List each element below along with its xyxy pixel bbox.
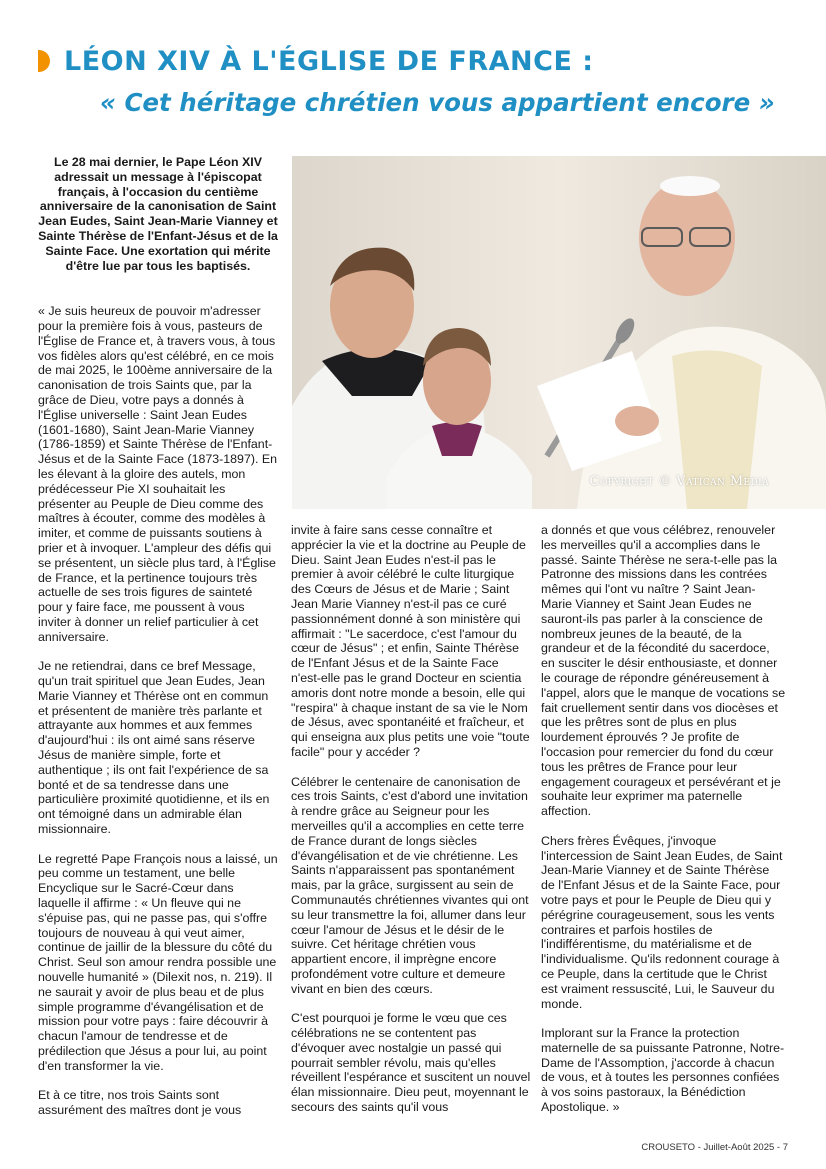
paragraph: Et à ce titre, nos trois Saints sont assurément des maîtres dont je vous	[38, 1088, 242, 1118]
paragraph: C'est pourquoi je forme le vœu que ces célébrations ne se contentent pas d'évoquer avec nostalgie un passé qui pourrait sembler révolu, mais qu'elles réveillent l'espérance et suscitent un nouvel élan missionnaire. Dieu peut, moyennant le secours des saints qu'il vous	[291, 1011, 531, 1115]
paragraph: Le regretté Pape François nous a laissé, un peu comme un testament, une belle Encyclique sur le Sacré-Cœur dans laquelle il affirme : « Un fleuve qui ne s'épuise pas, qui ne passe pas, qui s'offre toujours de nouveau à qui veut aimer, continue de jaillir de la blessure du côté du Christ. Seul son amour rendra possible une nouvelle humanité » (Dilexit nos, n. 219). Il ne saurait y avoir de plus beau et de plus simple programme d'évangélisation et de mission pour votre pays : faire découvrir à chacun l'amour de tendresse et de prédilection que Jésus a pour lui, au point d'en transformer la vie.	[38, 851, 278, 1073]
title-marker-icon	[38, 50, 50, 72]
text-column-2	[291, 523, 531, 1115]
page-footer: CROUSETO - Juillet-Août 2025 - 7	[641, 1142, 788, 1153]
paragraph: invite à faire sans cesse connaître et apprécier la vie et la doctrine au Peuple de Dieu. Saint Jean Eudes n'est-il pas le premier à avoir célébré le culte liturgique des Cœurs de Jésus et de Marie ; Saint Jean Marie Vianney n'est-il pas ce curé passionnément donné à son ministère qui affirmait : "Le sacerdoce, c'est l'amour du cœur de Jésus" ; et enfin, Sainte Thérèse de l'Enfant Jésus et de la Sainte Face n'est-elle pas le grand Docteur en scientia amoris dont notre monde a besoin, elle qui "respira" à chaque instant de sa vie le Nom de Jésus, avec spontanéité et fraîcheur, et qui enseigna aux plus petits une voie "toute facile" pour y accéder ?	[291, 523, 530, 759]
page-subtitle: « Cet héritage chrétien vous appartient encore »	[100, 88, 775, 117]
paragraph: « Je suis heureux de pouvoir m'adresser pour la première fois à vous, pasteurs de l'Église de France et, à travers vous, à tous vos fidèles alors qu'est célébré, en ce mois de mai 2025, le 100ème anniversaire de la canonisation de trois Saints que, par la grâce de Dieu, votre pays a donnés à l'Église universelle : Saint Jean Eudes (1601-1680), Saint Jean-Marie Vianney (1786-1859) et Sainte Thérèse de l'Enfant-Jésus et de la Sainte Face (1873-1897). En les élevant à la gloire des autels, mon prédécesseur Pie XI souhaitait les présenter au Peuple de Dieu comme des maîtres à écouter, comme des modèles à imiter, et comme de puissants soutiens à prier et à invoquer. L'ampleur des défis qui se présentent, un siècle plus tard, à l'Église de France, et la pertinence toujours très actuelle de ses trois figures de sainteté pour y faire face, me poussent à vous inviter à donner un relief particulier à cet anniversaire.	[38, 304, 278, 644]
page-title: LÉON XIV À L'ÉGLISE DE FRANCE :	[64, 45, 594, 77]
paragraph: Je ne retiendrai, dans ce bref Message, qu'un trait spirituel que Jean Eudes, Jean Marie Vianney et Thérèse ont en commun et présentent de manière très parlante et attrayante aux hommes et aux femmes d'aujourd'hui : ils ont aimé sans réserve Jésus de manière simple, forte et authentique ; ils ont fait l'expérience de sa bonté et de sa tendresse dans une particulière proximité quotidienne, et ils en ont témoigné dans un admirable élan missionnaire.	[38, 659, 270, 837]
article-photo	[292, 156, 826, 509]
photo-copyright: Copyright © Vatican Media	[589, 474, 769, 489]
text-column-1	[38, 155, 278, 1118]
lead-gap	[38, 288, 278, 304]
paragraph: Chers frères Évêques, j'invoque l'intercession de Saint Jean Eudes, de Saint Jean-Marie Vianney et de Sainte Thérèse de l'Enfant Jésus et de la Sainte Face, pour votre pays et pour le Peuple de Dieu qui y pérégrine courageusement, sous les vents contraires et parfois hostiles de l'indifférentisme, du matérialisme et de l'individualisme. Qu'ils redonnent courage à ce Peuple, dans la certitude que le Christ est vraiment ressuscité, Lui, le Sauveur du monde.	[541, 833, 783, 1011]
text-column-3	[541, 523, 786, 1115]
pope-hand	[615, 406, 659, 436]
photo-illustration	[292, 156, 826, 509]
paragraph: Célébrer le centenaire de canonisation de ces trois Saints, c'est d'abord une invitation à rendre grâce au Seigneur pour les merveilles qu'il a accomplies en cette terre de France durant de longs siècles d'évangélisation et de vie chrétienne. Les Saints n'apparaissent pas spontanément mais, par la grâce, surgissent au sein de Communautés chrétiennes vivantes qui ont su leur transmettre la foi, allumer dans leur cœur l'amour de Jésus et le désir de le suivre. Cet héritage chrétien vous appartient encore, il imprègne encore profondément votre culture et demeure vivant en bien des cœurs.	[291, 774, 529, 996]
lead-paragraph: Le 28 mai dernier, le Pape Léon XIV adressait un message à l'épiscopat français, à l'occasion du centième anniversaire de la canonisation de Saint Jean Eudes, Saint Jean-Marie Vianney et Sainte Thérèse de l'Enfant-Jésus et de la Sainte Face. Une exortation qui mérite d'être lue par tous les baptisés.	[38, 155, 278, 273]
pope-face	[639, 180, 735, 296]
paragraph: a donnés et que vous célébrez, renouveler les merveilles qu'il a accomplies dans le passé. Sainte Thérèse ne sera-t-elle pas la Patronne des missions dans les contrées mêmes qui l'ont vu naître ? Saint Jean-Marie Vianney et Saint Jean Eudes ne sauront-ils pas parler à la conscience de nombreux jeunes de la beauté, de la grandeur et de la fécondité du sacerdoce, en susciter le désir enthousiaste, et donner le courage de répondre généreusement à l'appel, alors que le manque de vocations se fait cruellement sentir dans vos diocèses et que les prêtres sont de plus en plus lourdement éprouvés ? Je profite de l'occasion pour remercier du fond du cœur tous les prêtres de France pour leur engagement courageux et persévérant et je souhaite leur exprimer ma paternelle affection.	[541, 523, 786, 819]
title-row	[38, 44, 594, 78]
paragraph: Implorant sur la France la protection maternelle de sa puissante Patronne, Notre-Dame de l'Assomption, j'accorde à chacun de vous, et à toutes les personnes confiées à vos soins pastoraux, la Bénédiction Apostolique. »	[541, 1026, 785, 1115]
pope-zucchetto	[660, 176, 720, 196]
